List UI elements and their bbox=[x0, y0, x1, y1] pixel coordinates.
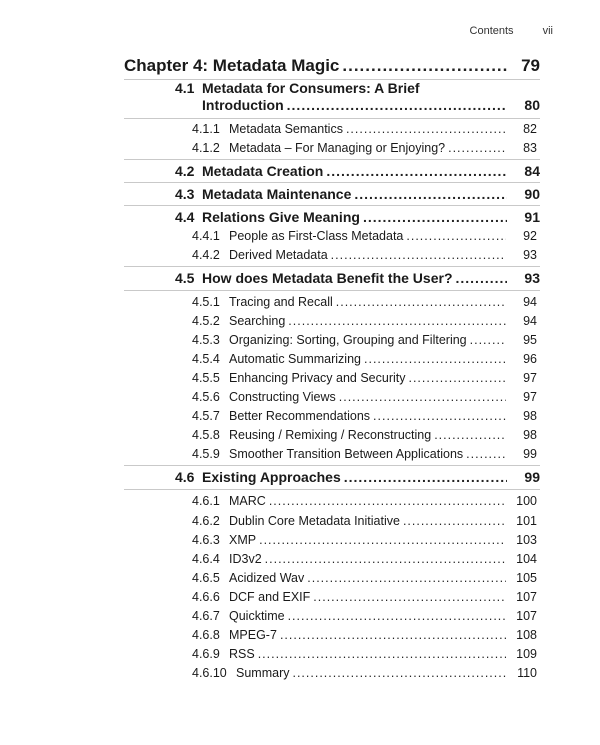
dot-leader bbox=[342, 56, 507, 76]
divider bbox=[124, 266, 540, 267]
subsection-title: Derived Metadata bbox=[229, 248, 328, 262]
dot-leader bbox=[280, 628, 506, 642]
page-number: 94 bbox=[523, 295, 537, 309]
page-number: 107 bbox=[516, 609, 537, 623]
dot-leader bbox=[408, 371, 506, 385]
subsection-title: Acidized Wav bbox=[229, 571, 305, 585]
page-number: 104 bbox=[516, 552, 537, 566]
subsection-number: 4.6.1 bbox=[192, 494, 220, 508]
toc-subsection-4-5-5[interactable] bbox=[192, 371, 537, 385]
divider bbox=[124, 290, 540, 291]
dot-leader bbox=[326, 163, 507, 179]
page-number: 79 bbox=[521, 56, 540, 75]
toc-subsection-4-5-6[interactable] bbox=[192, 390, 537, 404]
chapter-title: Chapter 4: Metadata Magic bbox=[124, 56, 340, 75]
subsection-number: 4.6.5 bbox=[192, 571, 220, 585]
subsection-title: Quicktime bbox=[229, 609, 285, 623]
toc-subsection-4-1-1[interactable] bbox=[192, 122, 537, 136]
subsection-number: 4.1.1 bbox=[192, 122, 220, 136]
subsection-number: 4.4.1 bbox=[192, 229, 220, 243]
dot-leader bbox=[344, 469, 507, 485]
section-number: 4.2 bbox=[175, 163, 195, 179]
toc-subsection-4-5-2[interactable] bbox=[192, 314, 537, 328]
page-number: 98 bbox=[523, 409, 537, 423]
subsection-title: MARC bbox=[229, 494, 266, 508]
dot-leader bbox=[259, 533, 506, 547]
subsection-number: 4.1.2 bbox=[192, 141, 220, 155]
dot-leader bbox=[307, 571, 506, 585]
toc-section-4-5[interactable] bbox=[175, 270, 540, 286]
section-title: Metadata for Consumers: A Brief bbox=[202, 80, 420, 96]
page-number: 82 bbox=[523, 122, 537, 136]
subsection-number: 4.5.6 bbox=[192, 390, 220, 404]
section-number: 4.6 bbox=[175, 469, 195, 485]
subsection-title: Enhancing Privacy and Security bbox=[229, 371, 406, 385]
toc-section-4-2[interactable] bbox=[175, 163, 540, 179]
subsection-number: 4.6.2 bbox=[192, 514, 220, 528]
section-number: 4.1 bbox=[175, 80, 195, 96]
dot-leader bbox=[336, 295, 506, 309]
section-title: Metadata Maintenance bbox=[202, 186, 352, 202]
toc-subsection-4-5-7[interactable] bbox=[192, 409, 537, 423]
subsection-number: 4.5.3 bbox=[192, 333, 220, 347]
toc-subsection-4-6-7[interactable] bbox=[192, 609, 537, 623]
page-number: 99 bbox=[524, 469, 540, 485]
divider bbox=[124, 159, 540, 160]
subsection-number: 4.5.4 bbox=[192, 352, 220, 366]
dot-leader bbox=[466, 447, 506, 461]
subsection-number: 4.6.10 bbox=[192, 666, 227, 680]
subsection-number: 4.5.5 bbox=[192, 371, 220, 385]
page-number: 107 bbox=[516, 590, 537, 604]
toc-subsection-4-6-3[interactable] bbox=[192, 533, 537, 547]
dot-leader bbox=[331, 248, 506, 262]
toc-subsection-4-6-9[interactable] bbox=[192, 647, 537, 661]
toc-section-4-1-line2[interactable] bbox=[202, 97, 540, 113]
section-number: 4.5 bbox=[175, 270, 195, 286]
toc-section-4-6[interactable] bbox=[175, 469, 540, 485]
subsection-title: Searching bbox=[229, 314, 286, 328]
subsection-title: People as First-Class Metadata bbox=[229, 229, 404, 243]
dot-leader bbox=[456, 270, 508, 286]
page-number: 93 bbox=[523, 248, 537, 262]
toc-subsection-4-5-3[interactable] bbox=[192, 333, 537, 347]
toc-subsection-4-1-2[interactable] bbox=[192, 141, 537, 155]
divider bbox=[124, 118, 540, 119]
page-number: 84 bbox=[524, 163, 540, 179]
dot-leader bbox=[448, 141, 506, 155]
subsection-number: 4.6.8 bbox=[192, 628, 220, 642]
subsection-title: DCF and EXIF bbox=[229, 590, 311, 604]
toc-subsection-4-6-8[interactable] bbox=[192, 628, 537, 642]
subsection-title: Metadata – For Managing or Enjoying? bbox=[229, 141, 446, 155]
page-number: 99 bbox=[523, 447, 537, 461]
running-head-page: vii bbox=[542, 25, 553, 37]
dot-leader bbox=[313, 590, 506, 604]
subsection-number: 4.6.6 bbox=[192, 590, 220, 604]
page-number: 105 bbox=[516, 571, 537, 585]
toc-subsection-4-6-10[interactable] bbox=[192, 666, 537, 680]
dot-leader bbox=[364, 352, 506, 366]
page-number: 96 bbox=[523, 352, 537, 366]
dot-leader bbox=[373, 409, 506, 423]
dot-leader bbox=[403, 514, 506, 528]
dot-leader bbox=[434, 428, 506, 442]
page-number: 101 bbox=[516, 514, 537, 528]
subsection-number: 4.6.4 bbox=[192, 552, 220, 566]
dot-leader bbox=[269, 494, 506, 508]
section-number: 4.3 bbox=[175, 186, 195, 202]
dot-leader bbox=[288, 314, 506, 328]
toc-subsection-4-5-1[interactable] bbox=[192, 295, 537, 309]
subsection-title: Reusing / Remixing / Reconstructing bbox=[229, 428, 432, 442]
section-number: 4.4 bbox=[175, 209, 195, 225]
subsection-title: Tracing and Recall bbox=[229, 295, 333, 309]
toc-chapter-4[interactable] bbox=[124, 56, 540, 76]
page-number: 92 bbox=[523, 229, 537, 243]
dot-leader bbox=[363, 209, 507, 225]
subsection-title: Summary bbox=[236, 666, 290, 680]
page-number: 94 bbox=[523, 314, 537, 328]
toc-subsection-4-5-8[interactable] bbox=[192, 428, 537, 442]
subsection-title: XMP bbox=[229, 533, 257, 547]
toc-section-4-4[interactable] bbox=[175, 209, 540, 225]
dot-leader bbox=[258, 647, 506, 661]
dot-leader bbox=[288, 609, 506, 623]
running-head-title: Contents bbox=[469, 25, 514, 37]
divider bbox=[124, 205, 540, 206]
toc-subsection-4-6-6[interactable] bbox=[192, 590, 537, 604]
dot-leader bbox=[346, 122, 506, 136]
subsection-number: 4.6.3 bbox=[192, 533, 220, 547]
page-number: 109 bbox=[516, 647, 537, 661]
subsection-title: RSS bbox=[229, 647, 255, 661]
dot-leader bbox=[470, 333, 506, 347]
section-title: Existing Approaches bbox=[202, 469, 341, 485]
dot-leader bbox=[265, 552, 506, 566]
toc-subsection-4-5-4[interactable] bbox=[192, 352, 537, 366]
subsection-number: 4.6.7 bbox=[192, 609, 220, 623]
page-number: 91 bbox=[524, 209, 540, 225]
dot-leader bbox=[339, 390, 506, 404]
subsection-title: Better Recommendations bbox=[229, 409, 371, 423]
toc-subsection-4-5-9[interactable] bbox=[192, 447, 537, 461]
dot-leader bbox=[287, 97, 507, 113]
page-number: 110 bbox=[517, 666, 537, 680]
subsection-number: 4.6.9 bbox=[192, 647, 220, 661]
page-number: 80 bbox=[524, 97, 540, 113]
subsection-number: 4.5.1 bbox=[192, 295, 220, 309]
divider bbox=[124, 182, 540, 183]
subsection-title: Constructing Views bbox=[229, 390, 336, 404]
subsection-title: Organizing: Sorting, Grouping and Filtering bbox=[229, 333, 467, 347]
subsection-number: 4.5.8 bbox=[192, 428, 220, 442]
page-number: 97 bbox=[523, 371, 537, 385]
subsection-title: ID3v2 bbox=[229, 552, 262, 566]
dot-leader bbox=[354, 186, 507, 202]
page-number: 98 bbox=[523, 428, 537, 442]
page-number: 100 bbox=[516, 494, 537, 508]
section-title-line1 bbox=[175, 80, 420, 96]
section-title: How does Metadata Benefit the User? bbox=[202, 270, 453, 286]
toc-subsection-4-6-2[interactable] bbox=[192, 514, 537, 528]
subsection-title: MPEG-7 bbox=[229, 628, 277, 642]
section-title-line2: Introduction bbox=[202, 97, 284, 113]
subsection-number: 4.4.2 bbox=[192, 248, 220, 262]
subsection-number: 4.5.2 bbox=[192, 314, 220, 328]
toc-subsection-4-6-4[interactable] bbox=[192, 552, 537, 566]
page-number: 93 bbox=[524, 270, 540, 286]
dot-leader bbox=[406, 229, 506, 243]
page-number: 83 bbox=[523, 141, 537, 155]
subsection-title: Dublin Core Metadata Initiative bbox=[229, 514, 400, 528]
subsection-number: 4.5.7 bbox=[192, 409, 220, 423]
toc-subsection-4-4-2[interactable] bbox=[192, 248, 537, 262]
section-title: Relations Give Meaning bbox=[202, 209, 360, 225]
divider bbox=[124, 465, 540, 466]
toc-subsection-4-6-5[interactable] bbox=[192, 571, 537, 585]
subsection-number: 4.5.9 bbox=[192, 447, 220, 461]
page-number: 95 bbox=[523, 333, 537, 347]
subsection-title: Metadata Semantics bbox=[229, 122, 343, 136]
toc-subsection-4-4-1[interactable] bbox=[192, 229, 537, 243]
page-number: 103 bbox=[516, 533, 537, 547]
subsection-title: Automatic Summarizing bbox=[229, 352, 361, 366]
toc-section-4-3[interactable] bbox=[175, 186, 540, 202]
section-title: Metadata Creation bbox=[202, 163, 324, 179]
toc-subsection-4-6-1[interactable] bbox=[192, 494, 537, 508]
page-number: 108 bbox=[516, 628, 537, 642]
running-head bbox=[470, 25, 553, 37]
page-number: 90 bbox=[524, 186, 540, 202]
dot-leader bbox=[292, 666, 506, 680]
subsection-title: Smoother Transition Between Applications bbox=[229, 447, 464, 461]
divider bbox=[124, 489, 540, 490]
page-number: 97 bbox=[523, 390, 537, 404]
